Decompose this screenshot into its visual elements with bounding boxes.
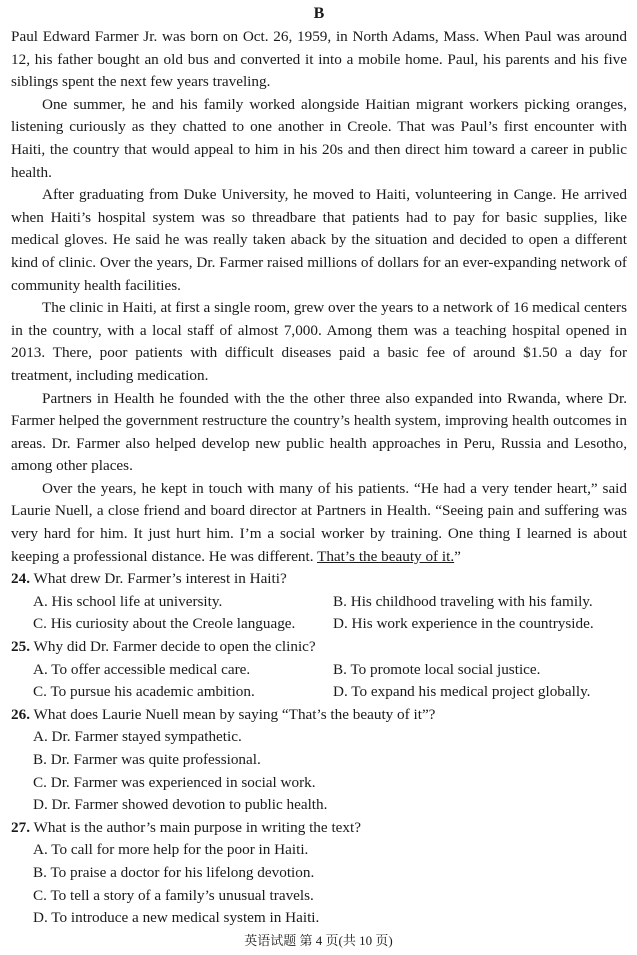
passage-paragraph: One summer, he and his family worked alongside Haitian migrant workers picking oranges, listening curiously as they chatted to one another in Creole. That was Paul’s first encounter with Haiti, the country that would appeal to him in his 20s and then direct him toward a career in public health. [11,95,627,181]
option-d: D. Dr. Farmer showed devotion to public health. [33,796,328,814]
question-24 [11,568,627,636]
question-stem [11,568,627,591]
option-b: B. To promote local social justice. [333,660,541,678]
option-b: B. To praise a doctor for his lifelong devotion. [33,863,315,881]
question-number: 26. [11,705,30,723]
option-d: D. To expand his medical project globally. [333,683,591,701]
question-number: 27. [11,818,30,836]
option-c: C. His curiosity about the Creole language. [33,615,296,633]
option-a: A. To offer accessible medical care. [33,660,251,678]
question-text: What does Laurie Nuell mean by saying “That’s the beauty of it”? [33,705,436,723]
question-stem [11,817,627,840]
paragraph-text: Over the years, he kept in touch with many of his patients. “He had a very tender heart,” said Laurie Nuell, a close friend and board director at Partners in Health. “Seeing pain and suffering was very hard for him. It just hurt him. I’m a social worker by training. One thing I learned is about keeping a professional distance. He was different. [11,479,627,565]
option-a: A. Dr. Farmer stayed sympathetic. [33,728,242,746]
closing-quote: ” [454,547,461,565]
question-text: What drew Dr. Farmer’s interest in Haiti? [33,570,287,588]
question-27 [11,817,627,930]
question-text: What is the author’s main purpose in writing the text? [33,818,361,836]
question-25 [11,636,627,704]
option-b: B. His childhood traveling with his family. [333,592,593,610]
option-b: B. Dr. Farmer was quite professional. [33,751,261,768]
options [11,659,627,704]
passage-paragraph-last [11,478,627,568]
option-d: D. His work experience in the countryside. [333,615,594,633]
question-stem [11,636,627,659]
option-c: C. Dr. Farmer was experienced in social work. [33,773,316,791]
options [11,726,627,816]
question-stem [11,704,627,727]
passage-paragraph: Partners in Health he founded with the the other three also expanded into Rwanda, where Dr. Farmer helped the government restructure the country’s health system, improving health outcomes in areas. Dr. Farmer also helped develop new public health approaches in Peru, Russia and Lesotho, among other places. [11,389,627,475]
section-heading: B [313,5,325,22]
option-d: D. To introduce a new medical system in Haiti. [33,909,320,927]
passage-paragraph: After graduating from Duke University, he moved to Haiti, volunteering in Cange. He arrived when Haiti’s hospital system was so threadbare that patients had to pay for basic supplies, like medical gloves. He said he was really taken aback by the situation and decided to open a different kind of clinic. Over the years, Dr. Farmer raised millions of dollars for an ever-expanding network of community health facilities. [11,186,627,294]
passage-paragraph: Paul Edward Farmer Jr. was born on Oct. 26, 1959, in North Adams, Mass. When Paul was around 12, his father bought an old bus and converted it into a mobile home. Paul, his parents and his five siblings spent the next few years traveling. [11,28,627,91]
reading-passage [11,26,627,568]
option-c: C. To pursue his academic ambition. [33,683,255,701]
option-c: C. To tell a story of a family’s unusual travels. [33,886,314,904]
underlined-phrase: That’s the beauty of it. [317,547,455,565]
page-footer: 英语试题 第 4 页(共 10 页) [244,933,393,948]
question-number: 24. [11,570,30,588]
question-number: 25. [11,638,30,656]
question-text: Why did Dr. Farmer decide to open the clinic? [33,638,316,656]
option-a: A. To call for more help for the poor in Haiti. [33,841,309,859]
passage-paragraph: The clinic in Haiti, at first a single room, grew over the years to a network of 16 medical centers in the country, with a local staff of almost 7,000. Among them was a teaching hospital opened in 2013. There, poor patients with difficult diseases paid a basic fee of around $1.50 a day for treatment, including medication. [11,299,627,384]
question-26 [11,704,627,817]
option-a: A. His school life at university. [33,592,223,610]
options [11,591,627,636]
options [11,839,627,929]
